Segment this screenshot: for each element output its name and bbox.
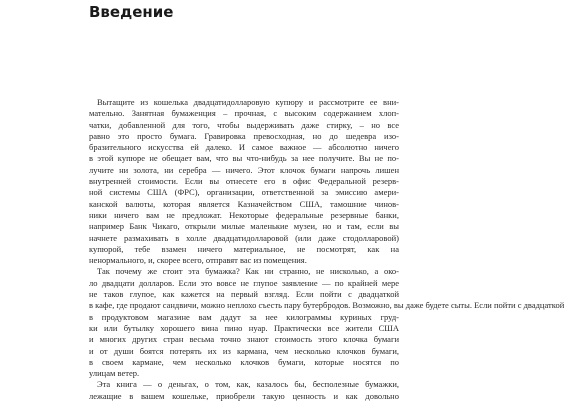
text-line: ки или бутылку хорошего вина пино нуар. Практически все жители США <box>89 322 399 333</box>
text-line: и многих других стран весьма точно знают стоимость этого клочка бумаги <box>89 334 399 345</box>
text-line: внутренней стоимости. Если вы отнесете его в офис Федеральной резерв- <box>89 176 399 187</box>
text-line: лежащие в вашем кошельке, приобрели такую ценность и как довольно <box>89 390 399 401</box>
text-line: чатки, добавленной для того, чтобы выдерживать даже стирку, – но все <box>89 119 399 130</box>
text-line: в кафе, где продают сандвичи, можно неплохо съесть пару бутербродов. Возможно, вы даже будете сыты. Если пойти с двадцаткой <box>89 300 564 311</box>
text-line: ники ничего вам не предложат. Некоторые федеральные резервные банки, <box>89 209 399 220</box>
paragraph-1 <box>89 97 399 266</box>
text-line: улицам ветер. <box>89 368 140 379</box>
text-line: мательно. Занятная бумаженция – прочная, с высоким содержанием хлоп- <box>89 108 399 119</box>
text-line: например Банк Чикаго, открыли милые маленькие музеи, но и там, если вы <box>89 221 399 232</box>
text-line: в этой купюре не обещает вам, что вы что-нибудь за нее получите. Вы не по- <box>89 153 399 164</box>
text-line: начнете размахивать в холле двадцатидолларовой (или даже стодолларовой) <box>89 232 399 243</box>
text-line: и от души боятся потерять их из кармана, чем несколько клочков бумаги, <box>89 345 399 356</box>
text-line: канской валюты, которая является Казначейством США, тамошние чинов- <box>89 198 399 209</box>
text-line: в своем кармане, чем несколько клочков бумаги, которые носятся по <box>89 356 399 367</box>
paragraph-2 <box>89 266 564 379</box>
text-line: ненормального, и, скорее всего, отправят вас из помещения. <box>89 255 307 266</box>
text-line: бразительного искусства ей далеко. И самое важное — абсолютно ничего <box>89 142 399 153</box>
text-line: в продуктовом магазине вам дадут за нее килограммы куриных груд- <box>89 311 399 322</box>
chapter-heading: Введение <box>89 3 174 21</box>
text-line: равно это просто бумага. Гравировка превосходная, но до шедевра изо- <box>89 130 399 141</box>
text-line: Эта книга — о деньгах, о том, как, казалось бы, бесполезные бумажки, <box>97 379 399 390</box>
text-line: ной системы США (ФРС), организации, ответственной за эмиссию амери- <box>89 187 399 198</box>
text-line: не таков глупое, как кажется на первый взгляд. Если пойти с двадцаткой <box>89 289 399 300</box>
paragraph-3 <box>89 379 399 402</box>
body-text <box>89 97 564 402</box>
text-line: лучите ни золота, ни серебра — ничего. Этот клочок бумаги напрочь лишен <box>89 164 399 175</box>
text-line: Так почему же стоит эта бумажка? Как ни странно, не нисколько, а око- <box>97 266 399 277</box>
text-line: купюрой, тебе взамен ничего материальное, не посмотрят, как на <box>89 243 399 254</box>
text-line: ло двадцати долларов. Если это вовсе не глупое заявление — по крайней мере <box>89 277 399 288</box>
text-line: Вытащите из кошелька двадцатидолларовую купюру и рассмотрите ее вни- <box>97 97 399 107</box>
